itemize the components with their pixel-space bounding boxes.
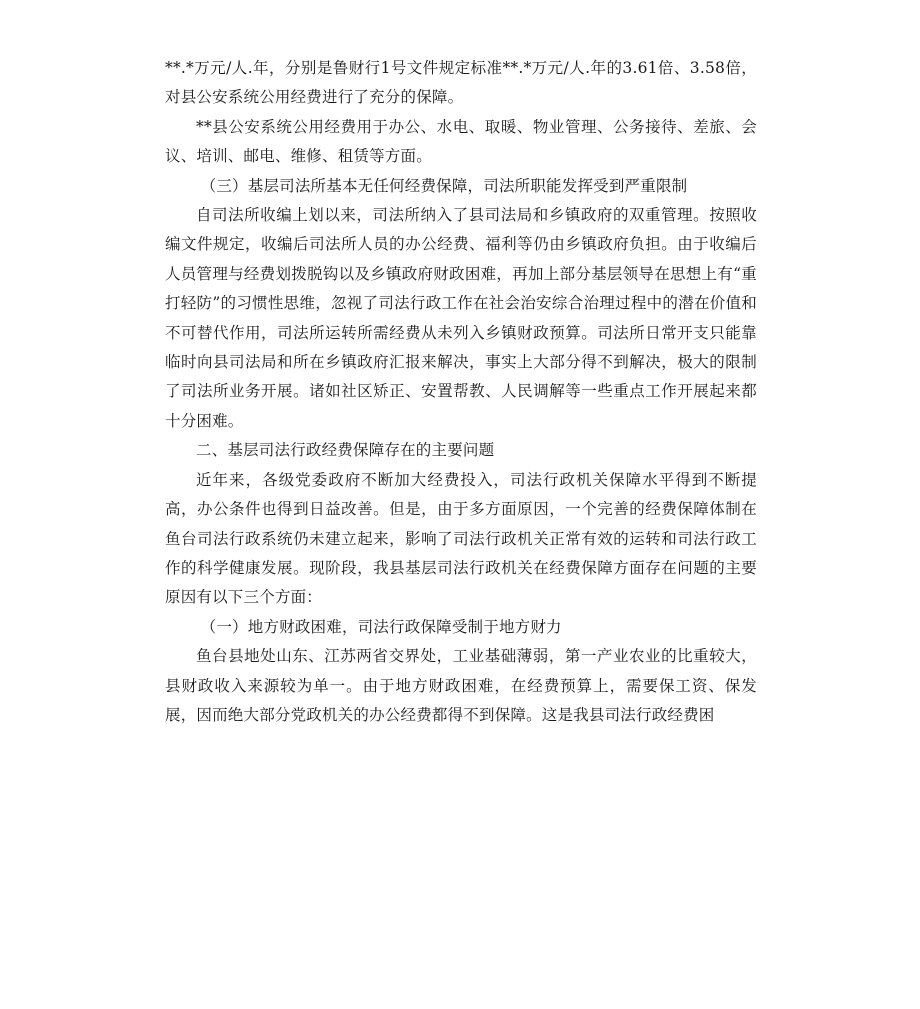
paragraph-recent-years: 近年来，各级党委政府不断加大经费投入，司法行政机关保障水平得到不断提高，办公条件也得到日益改善。但是，由于多方面原因，一个完善的经费保障体制在鱼台司法行政系统仍未建立起来，影响了司法行政机关正常有效的运转和司法行政工作的科学健康发展。现阶段，我县基层司法行政机关在经费保障方面存在问题的主要原因有以下三个方面：	[165, 470, 757, 607]
document-body	[165, 54, 757, 730]
paragraph-continuation: **.*万元/人.年，分别是鲁财行1号文件规定标准**.*万元/人.年的3.61倍、3.58倍，对县公安系统公用经费进行了充分的保障。	[165, 59, 757, 107]
section-heading-2-1: （一）地方财政困难，司法行政保障受制于地方财力	[200, 617, 562, 636]
paragraph-judicial-office-management: 自司法所收编上划以来，司法所纳入了县司法局和乡镇政府的双重管理。按照收编文件规定，收编后司法所人员的办公经费、福利等仍由乡镇政府负担。由于收编后人员管理与经费划拨脱钩以及乡镇政府财政困难，再加上部分基层领导在思想上有“重打轻防”的习惯性思维，忽视了司法行政工作在社会治安综合治理过程中的潜在价值和不可替代作用，司法所运转所需经费从未列入乡镇财政预算。司法所日常开支只能靠临时向县司法局和所在乡镇政府汇报来解决，事实上大部分得不到解决，极大的限制了司法所业务开展。诸如社区矫正、安置帮教、人民调解等一些重点工作开展起来都十分困难。	[165, 206, 757, 430]
paragraph-public-security-expenses: **县公安系统公用经费用于办公、水电、取暖、物业管理、公务接待、差旅、会议、培训、邮电、维修、租赁等方面。	[165, 117, 757, 166]
section-heading-2: 二、基层司法行政经费保障存在的主要问题	[196, 441, 495, 460]
paragraph-yutai-county: 鱼台县地处山东、江苏两省交界处，工业基础薄弱，第一产业农业的比重较大，县财政收入来源较为单一。由于地方财政困难，在经费预算上，需要保工资、保发展，因而绝大部分党政机关的办公经费都得不到保障。这是我县司法行政经费困	[165, 647, 757, 724]
section-heading-3: （三）基层司法所基本无任何经费保障，司法所职能发挥受到严重限制	[200, 176, 688, 195]
